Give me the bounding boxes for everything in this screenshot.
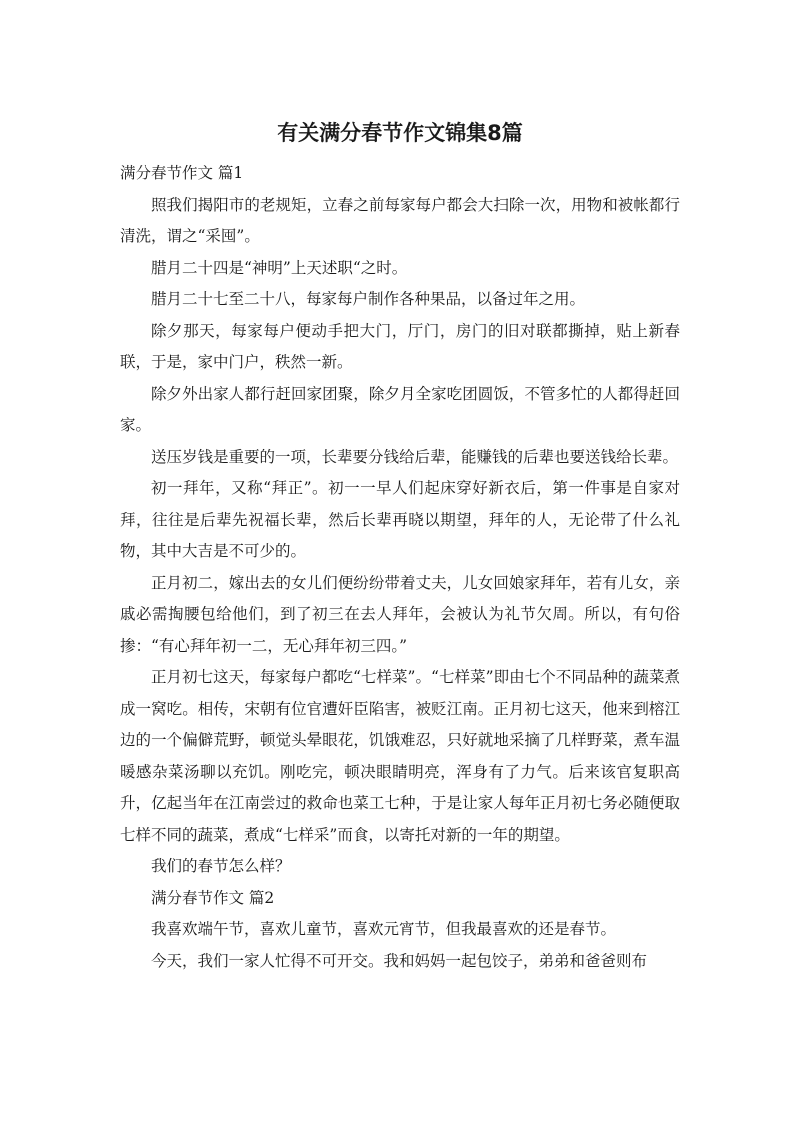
section-heading: 满分春节作文 篇2 xyxy=(151,888,275,907)
paragraph: 我们的春节怎么样？ xyxy=(151,857,291,875)
paragraph: 腊月二十七至二十八，每家每户制作各种果品，以备过年之用。 xyxy=(151,290,586,308)
paragraph: 正月初二，嫁出去的女儿们便纷纷带着丈夫，儿女回娘家拜年，若有儿女，亲戚必需掏腰包给他们，到了初三在去人拜年，会被认为礼节欠周。所以，有句俗掺：“有心拜年初一二，无心拜年初三四。” xyxy=(120,573,680,655)
paragraph: 送压岁钱是重要的一项，长辈要分钱给后辈，能赚钱的后辈也要送钱给长辈。 xyxy=(151,447,679,466)
paragraph: 我喜欢端午节，喜欢儿童节，喜欢元宵节，但我最喜欢的还是春节。 xyxy=(151,920,617,938)
document-body xyxy=(120,158,680,977)
paragraph: 正月初七这天，每家每户都吃“七样菜”。“七样菜”即由七个不同品种的蔬菜煮成一窝吃。相传，宋朝有位官遭奸臣陷害，被贬江南。正月初七这天，他来到榕江边的一个偏僻荒野，顿觉头晕眼花，饥饿难忍，只好就地采摘了几样野菜，煮车温暖感杂菜汤聊以充饥。刚吃完，顿决眼睛明亮，浑身有了力气。后来该官复职高升，亿起当年在江南尝过的救命也菜工七种，于是让家人每年正月初七务必随便取七样不同的蔬菜，煮成“七样采”而食，以寄托对新的一年的期望。 xyxy=(120,668,680,844)
paragraph: 除夕那天，每家每户便动手把大门，厅门，房门的旧对联都撕掉，贴上新春联，于是，家中门户，秩然一新。 xyxy=(120,321,680,371)
paragraph: 照我们揭阳市的老规矩，立春之前每家每户都会大扫除一次，用物和被帐都行清洗，谓之“采囤”。 xyxy=(120,195,680,245)
paragraph: 初一拜年，又称“拜正”。初一一早人们起床穿好新衣后，第一件事是自家对拜，往往是后辈先祝福长辈，然后长辈再晓以期望，拜年的人，无论带了什么礼物，其中大吉是不可少的。 xyxy=(120,479,680,560)
paragraph: 除夕外出家人都行赶回家团聚，除夕月全家吃团圆饭，不管多忙的人都得赶回家。 xyxy=(120,384,680,434)
section-heading: 满分春节作文 篇1 xyxy=(120,164,244,182)
document-title: 有关满分春节作文锦集8篇 xyxy=(277,121,523,145)
paragraph: 今天，我们一家人忙得不可开交。我和妈妈一起包饺子，弟弟和爸爸则布 xyxy=(151,951,648,970)
paragraph: 腊月二十四是“神明”上天述职“之时。 xyxy=(151,258,408,277)
